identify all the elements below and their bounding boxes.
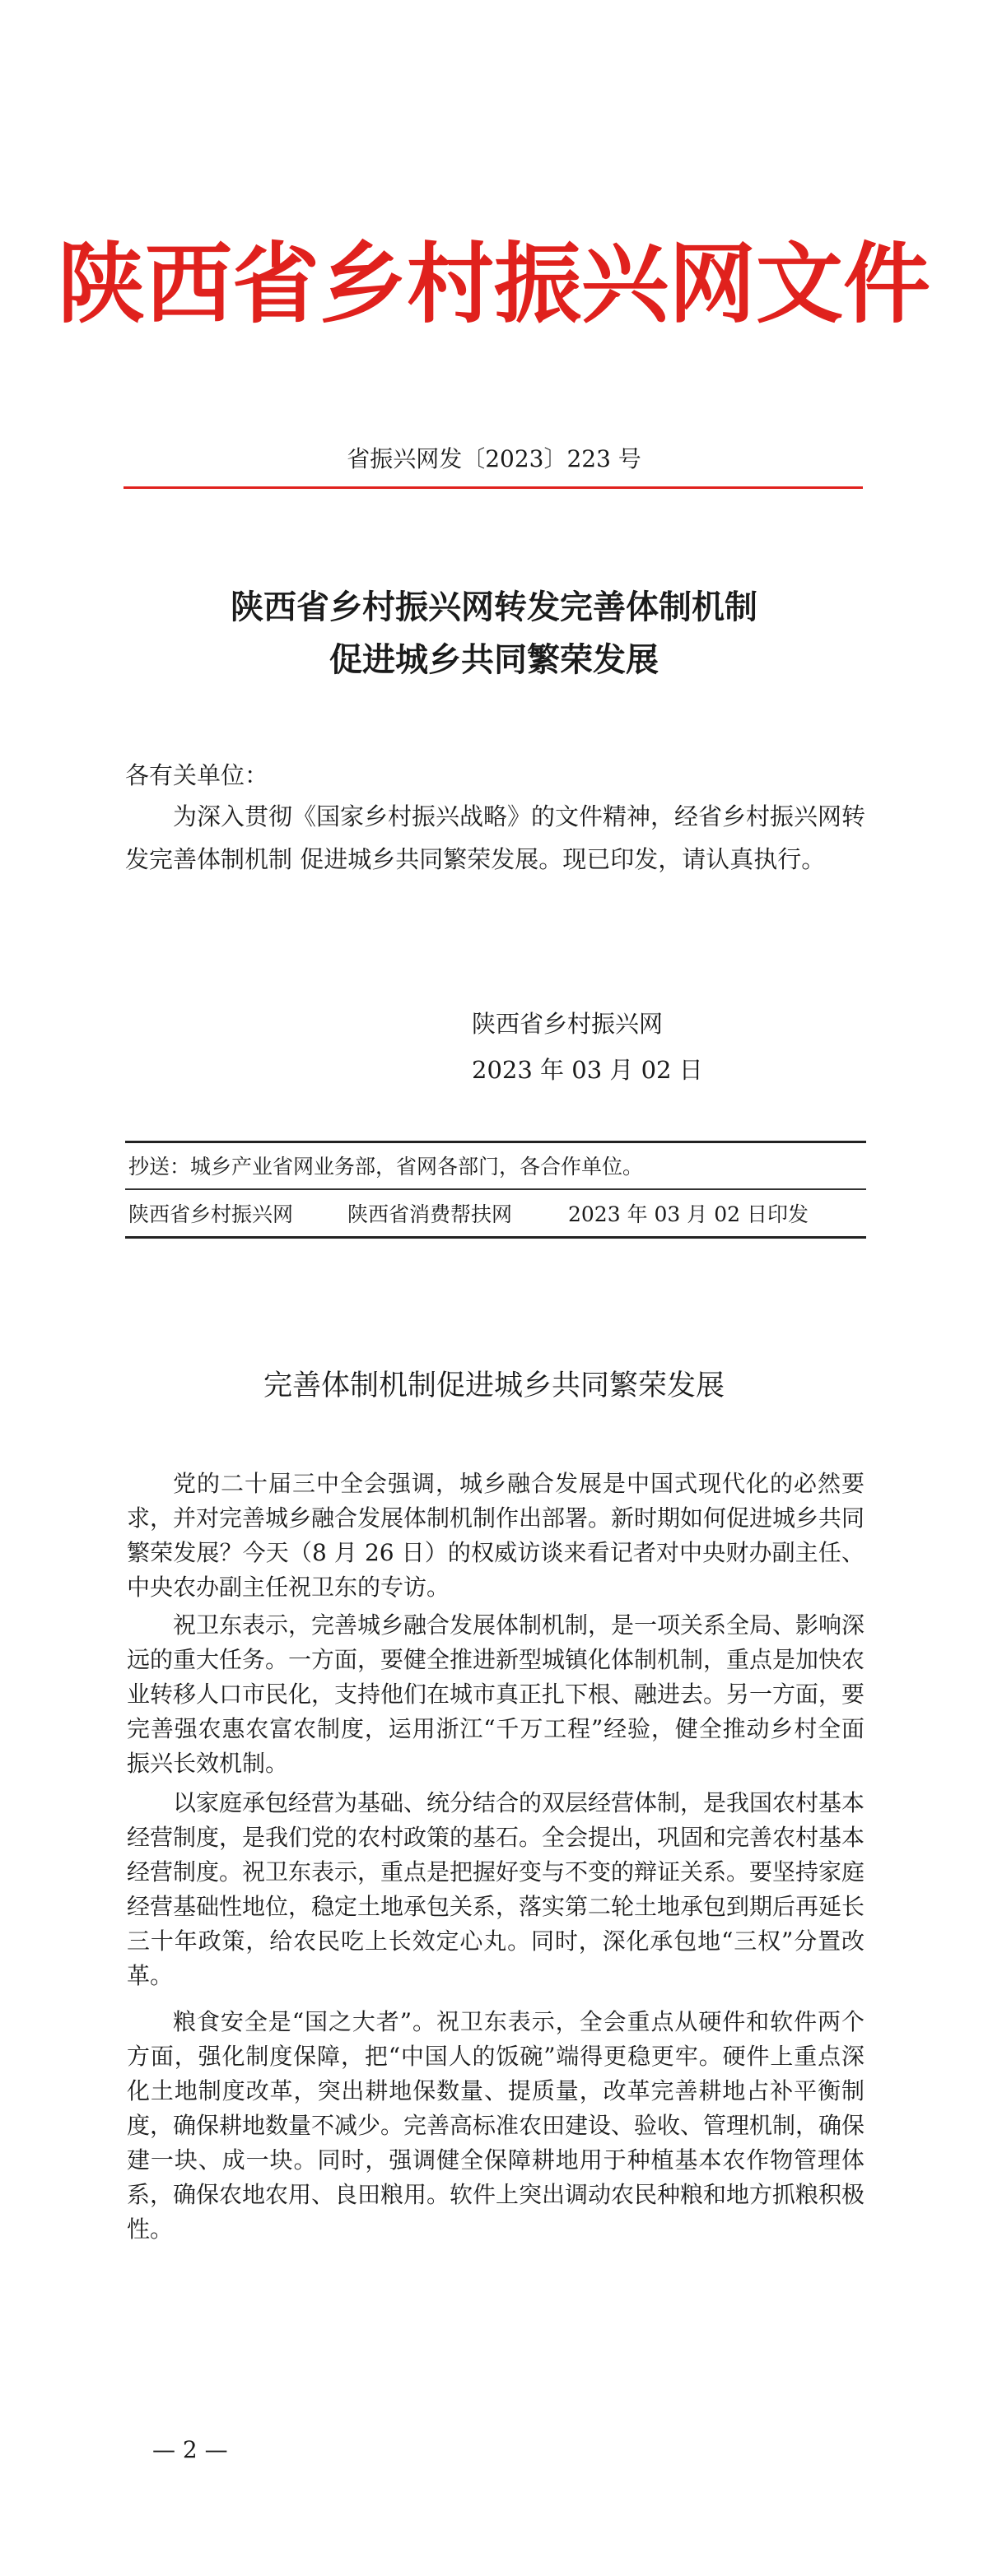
- cc-top-rule: [125, 1141, 866, 1143]
- red-divider: [124, 486, 863, 489]
- cc-line: 抄送：城乡产业省网业务部，省网各部门，各合作单位。: [128, 1155, 644, 1179]
- page-number: — 2 —: [152, 2436, 228, 2463]
- article-paragraph: 粮食安全是“国之大者”。祝卫东表示，全会重点从硬件和软件两个方面，强化制度保障，把“中国人的饭碗”端得更稳更牢。硬件上重点深化土地制度改革，突出耕地保数量、提质量，改革完善耕地占补平衡制度，确保耕地数量不减少。完善高标准农田建设、验收、管理机制，确保建一块、成一块。同时，强调健全保障耕地用于种植基本农作物管理体系，确保农地农用、良田粮用。软件上突出调动农民种粮和地方抓粮积极性。: [127, 2008, 865, 2243]
- article-title: 完善体制机制促进城乡共同繁荣发展: [263, 1369, 725, 1402]
- footer-org-2: 陕西省消费帮扶网: [347, 1202, 513, 1226]
- footer-org-1: 陕西省乡村振兴网: [128, 1202, 294, 1226]
- article-paragraph: 以家庭承包经营为基础、统分结合的双层经营体制，是我国农村基本经营制度，是我们党的农村政策的基石。全会提出，巩固和完善农村基本经营制度。祝卫东表示，重点是把握好变与不变的辩证关系。要坚持家庭经营基础性地位，稳定土地承包关系，落实第二轮土地承包到期后再延长三十年政策，给农民吃上长效定心丸。同时，深化承包地“三权”分置改革。: [127, 1789, 865, 1989]
- intro-paragraph: 为深入贯彻《国家乡村振兴战略》的文件精神，经省乡村振兴网转发完善体制机制 促进城乡共同繁荣发展。现已印发，请认真执行。: [125, 802, 866, 873]
- article-paragraph: 祝卫东表示，完善城乡融合发展体制机制，是一项关系全局、影响深远的重大任务。一方面，要健全推进新型城镇化体制机制，重点是加快农业转移人口市民化，支持他们在城市真正扎下根、融进去。另一方面，要完善强农惠农富农制度，运用浙江“千万工程”经验，健全推动乡村全面振兴长效机制。: [127, 1611, 865, 1777]
- footer-print-date: 2023 年 03 月 02 日印发: [568, 1202, 809, 1226]
- document-number: 省振兴网发〔2023〕223 号: [347, 445, 641, 472]
- signature-organization: 陕西省乡村振兴网: [472, 1010, 664, 1038]
- document-title-line2: 促进城乡共同繁荣发展: [329, 640, 659, 679]
- signature-date: 2023 年 03 月 02 日: [472, 1056, 703, 1084]
- article-paragraph: 党的二十届三中全会强调，城乡融合发展是中国式现代化的必然要求，并对完善城乡融合发展体制机制作出部署。新时期如何促进城乡共同繁荣发展？今天（8 月 26 日）的权威访谈来看记者对中央财办副主任、中央农办副主任祝卫东的专访。: [127, 1470, 865, 1601]
- salutation: 各有关单位：: [125, 761, 269, 789]
- masthead-title: 陕西省乡村振兴网文件: [58, 232, 930, 335]
- footer-bottom-rule: [125, 1236, 866, 1239]
- document-title-line1: 陕西省乡村振兴网转发完善体制机制: [231, 588, 757, 626]
- cc-bottom-rule: [125, 1188, 866, 1190]
